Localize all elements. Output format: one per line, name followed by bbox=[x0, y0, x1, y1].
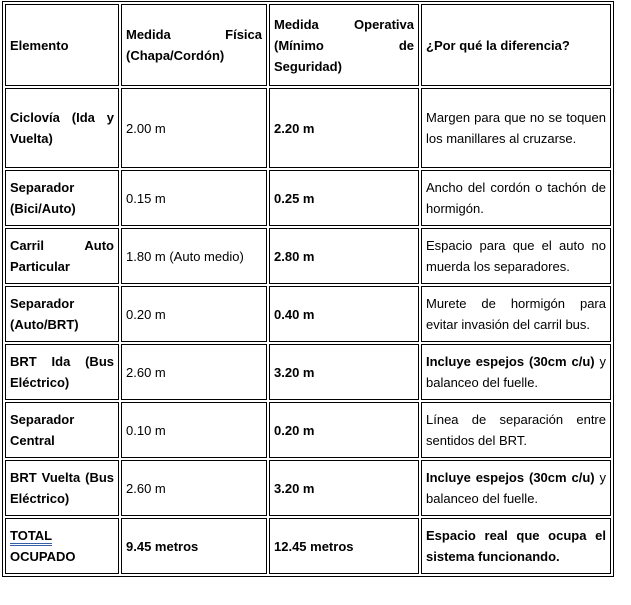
cell-medida-fisica: 2.00 m bbox=[121, 88, 267, 168]
cell-medida-operativa: 0.25 m bbox=[269, 170, 419, 226]
cell-elemento: Separador Central bbox=[5, 402, 119, 458]
razon-bold-text: Incluye espejos (30cm c/u) bbox=[426, 354, 595, 369]
cell-elemento: BRT Ida (Bus Eléctrico) bbox=[5, 344, 119, 400]
header-row bbox=[5, 4, 611, 86]
cell-medida-operativa: 3.20 m bbox=[269, 344, 419, 400]
cell-razon: Espacio para que el auto no muerda los separadores. bbox=[421, 228, 611, 284]
cell-elemento: Separador (Auto/BRT) bbox=[5, 286, 119, 342]
table-row bbox=[5, 402, 611, 458]
table-row bbox=[5, 170, 611, 226]
cell-medida-operativa: 0.20 m bbox=[269, 402, 419, 458]
cell-elemento-total bbox=[5, 518, 119, 574]
comparison-table bbox=[2, 1, 614, 577]
cell-medida-operativa: 3.20 m bbox=[269, 460, 419, 516]
cell-medida-fisica: 2.60 m bbox=[121, 460, 267, 516]
cell-elemento: Ciclovía (Ida y Vuelta) bbox=[5, 88, 119, 168]
cell-razon: Ancho del cordón o tachón de hormigón. bbox=[421, 170, 611, 226]
header-medida-operativa: Medida Operativa (Mínimo de Seguridad) bbox=[269, 4, 419, 86]
razon-bold-text: Incluye espejos (30cm c/u) bbox=[426, 470, 595, 485]
cell-elemento: Carril Auto Particular bbox=[5, 228, 119, 284]
total-label: TOTAL bbox=[10, 528, 52, 546]
cell-razon: Murete de hormigón para evitar invasión del carril bus. bbox=[421, 286, 611, 342]
cell-medida-operativa: 2.80 m bbox=[269, 228, 419, 284]
ocupado-label: OCUPADO bbox=[10, 549, 76, 564]
cell-medida-fisica: 1.80 m (Auto medio) bbox=[121, 228, 267, 284]
cell-medida-fisica: 0.10 m bbox=[121, 402, 267, 458]
table-row bbox=[5, 88, 611, 168]
cell-razon-total: Espacio real que ocupa el sistema funcionando. bbox=[421, 518, 611, 574]
table-row bbox=[5, 460, 611, 516]
cell-medida-operativa: 2.20 m bbox=[269, 88, 419, 168]
header-elemento: Elemento bbox=[5, 4, 119, 86]
cell-razon bbox=[421, 460, 611, 516]
header-medida-fisica: Medida Física (Chapa/Cordón) bbox=[121, 4, 267, 86]
cell-medida-operativa: 0.40 m bbox=[269, 286, 419, 342]
razon-regular-text: y balanceo del fuelle. bbox=[426, 354, 606, 390]
cell-razon bbox=[421, 344, 611, 400]
razon-regular-text: y balanceo del fuelle. bbox=[426, 470, 606, 506]
cell-elemento: Separador (Bici/Auto) bbox=[5, 170, 119, 226]
cell-razon: Margen para que no se toquen los manillares al cruzarse. bbox=[421, 88, 611, 168]
cell-medida-fisica: 2.60 m bbox=[121, 344, 267, 400]
cell-elemento: BRT Vuelta (Bus Eléctrico) bbox=[5, 460, 119, 516]
cell-medida-operativa-total: 12.45 metros bbox=[269, 518, 419, 574]
cell-medida-fisica: 0.15 m bbox=[121, 170, 267, 226]
cell-medida-fisica-total: 9.45 metros bbox=[121, 518, 267, 574]
cell-razon: Línea de separación entre sentidos del BRT. bbox=[421, 402, 611, 458]
table-row bbox=[5, 344, 611, 400]
total-row bbox=[5, 518, 611, 574]
table-row bbox=[5, 228, 611, 284]
header-razon: ¿Por qué la diferencia? bbox=[421, 4, 611, 86]
table-row bbox=[5, 286, 611, 342]
cell-medida-fisica: 0.20 m bbox=[121, 286, 267, 342]
